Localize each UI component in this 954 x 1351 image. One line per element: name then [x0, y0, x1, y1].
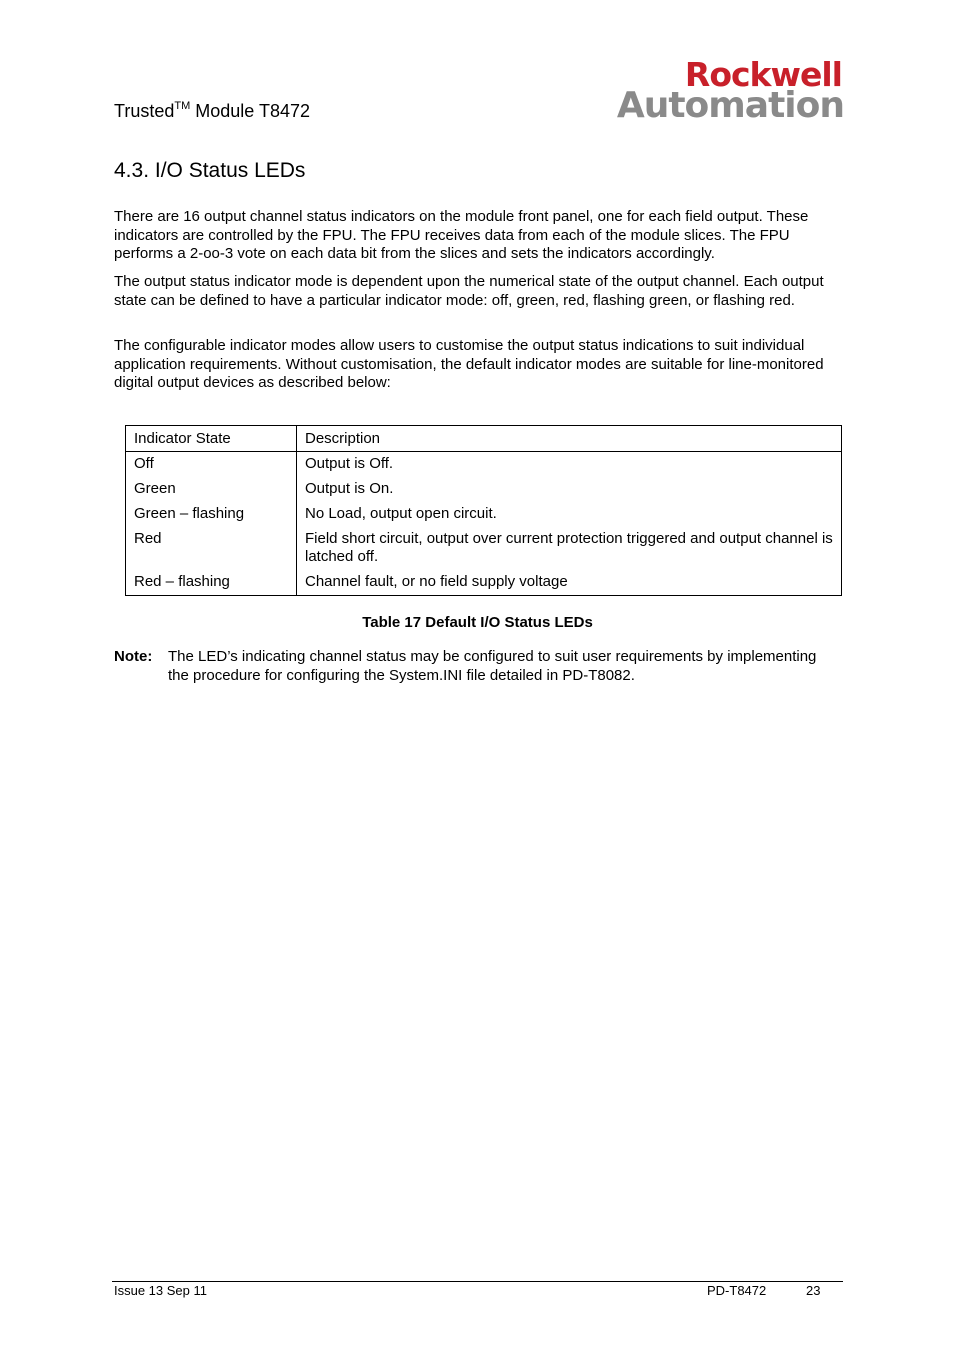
- description-cell: Channel fault, or no field supply voltage: [305, 573, 568, 590]
- indicator-state-cell: Green: [126, 477, 297, 502]
- footer-issue: Issue 13 Sep 11: [114, 1283, 207, 1298]
- module-name: Module T8472: [190, 101, 311, 121]
- table-row: [126, 477, 842, 502]
- note-text: The LED’s indicating channel status may be configured to suit user requirements by implementing the procedure for configuring the System.INI file detailed in PD-T8082.: [168, 648, 817, 684]
- indicator-state-cell: Red: [126, 527, 297, 570]
- indicator-state-cell: Red – flashing: [126, 570, 297, 596]
- table-caption: Table 17 Default I/O Status LEDs: [362, 614, 593, 631]
- table-row: [126, 452, 842, 478]
- description-cell: Output is Off.: [305, 455, 394, 472]
- product-name: Trusted: [114, 101, 175, 121]
- description-cell: Field short circuit, output over current protection triggered and output channel is latched off.: [305, 530, 833, 565]
- rockwell-automation-logo: [586, 55, 844, 126]
- section-title: I/O Status LEDs: [154, 159, 306, 182]
- note-label: Note:: [114, 648, 153, 665]
- column-header-description: Description: [297, 426, 842, 452]
- column-header-indicator-state: Indicator State: [126, 426, 297, 452]
- description-cell: No Load, output open circuit.: [305, 505, 497, 522]
- header-module-title: [114, 100, 310, 122]
- footer-page-number: 23: [806, 1283, 821, 1298]
- table-row: [126, 502, 842, 527]
- section-heading: [114, 158, 305, 184]
- body-paragraph-1: There are 16 output channel status indicators on the module front panel, one for each field output. These indicators are controlled by the FPU. The FPU receives data from each of the module slices. The FPU performs a 2-oo-3 vote on each data bit from the slices and sets the indicators accordingly.: [114, 208, 809, 262]
- description-cell: Output is On.: [305, 480, 394, 497]
- indicator-state-cell: Off: [126, 452, 297, 478]
- table-row: [126, 527, 842, 570]
- table-header-row: [126, 426, 842, 452]
- table-row: [126, 570, 842, 596]
- footer-divider: [112, 1281, 843, 1282]
- logo-word-rockwell: Rockwell: [684, 55, 842, 94]
- logo-word-automation: Automation: [616, 85, 844, 126]
- body-paragraph-3: The configurable indicator modes allow users to customise the output status indications to suit individual application requirements. Without customisation, the default indicator modes are suitable for line-monitored digital output devices as described below:: [114, 337, 824, 391]
- body-paragraph-2: The output status indicator mode is dependent upon the numerical state of the output channel. Each output state can be defined to have a particular indicator mode: off, green, red, flashing green, or flashing red.: [114, 273, 824, 309]
- trademark-mark: TM: [174, 100, 191, 112]
- footer-document-id: PD-T8472: [707, 1283, 767, 1298]
- indicator-state-cell: Green – flashing: [126, 502, 297, 527]
- io-status-led-table: [125, 425, 842, 596]
- section-number: 4.3.: [114, 159, 150, 182]
